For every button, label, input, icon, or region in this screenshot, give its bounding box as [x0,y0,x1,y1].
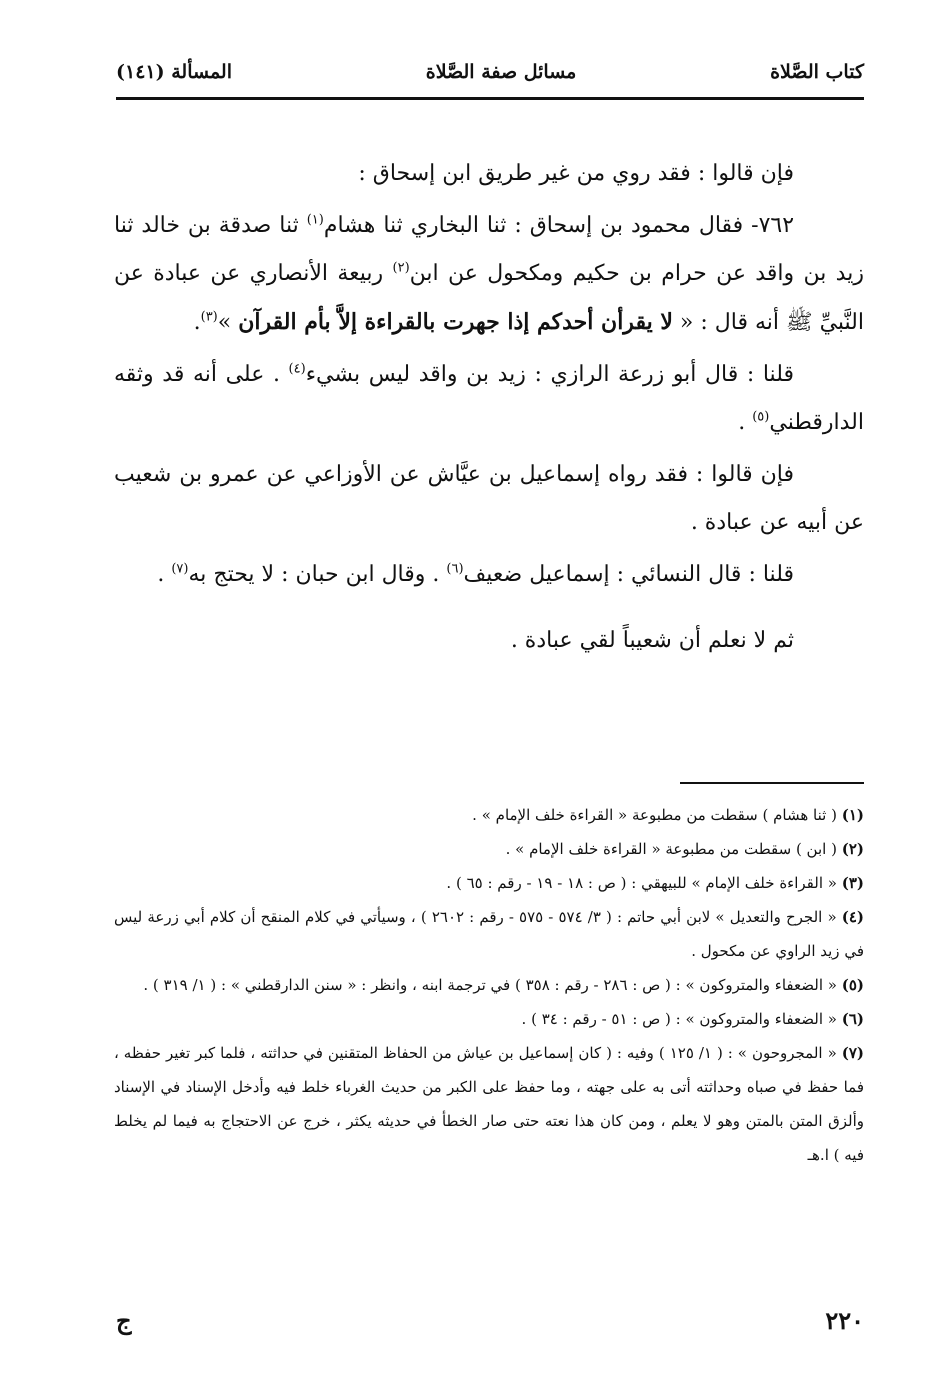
footnote-divider [680,782,864,784]
hadith-quote: لا يقرأن أحدكم إذا جهرت بالقراءة إلاَّ بأم القرآن [238,309,673,335]
page-footer [116,1300,864,1340]
paragraph-hadith-762: ٧٦٢- فقال محمود بن إسحاق : ثنا البخاري ثنا هشام$^{(١)}$ ثنا صدقة بن خالد ثنا زيد بن واقد عن حرام بن حكيم ومكحول عن ابن$^{(٢)}$ ربيعة الأنصاري عن عبادة عن النَّبيِّ ﷺ أنه قال : « لا يقرأن أحدكم إذا جهرت بالقراءة إلاَّ بأم القرآن »$^{(٣)}$. [114,212,864,335]
main-text [114,150,864,669]
paragraph-reply-1: قلنا : قال أبو زرعة الرازي : زيد بن واقد ليس بشيء$^{(٤)}$ . على أنه قد وثقه الدارقطني$^{(٥)}$ . [114,361,864,435]
paragraph-conclusion: ثم لا نعلم أن شعيباً لقي عبادة . [510,628,794,653]
footnote-ref-2[interactable]: (٢) [392,260,410,276]
paragraph-objection-1: فإن قالوا : فقد روي من غير طريق ابن إسحاق : [358,161,794,186]
footnote-ref-1[interactable]: (١) [306,212,324,228]
footnote-ref-4[interactable]: (٤) [288,361,306,377]
footnote-1: (١) ( ثنا هشام ) سقطت من مطبوعة « القراءة خلف الإمام » . [472,806,864,824]
footnote-2: (٢) ( ابن ) سقطت من مطبوعة « القراءة خلف الإمام » . [505,840,864,858]
paragraph-reply-2: قلنا : قال النسائي : إسماعيل ضعيف$^{(٦)}$ . وقال ابن حبان : لا يحتج به$^{(٧)}$ . [157,561,794,587]
footnotes [114,798,864,1172]
header-issue-number: المسألة (١٤١) [116,61,232,83]
footnote-ref-6[interactable]: (٦) [446,561,464,577]
header-chapter-title: مسائل صفة الصَّلاة [425,61,577,83]
footnote-ref-5[interactable]: (٥) [752,409,770,425]
footnote-7: (٧) « المجروحون » : ( ١/ ١٢٥ ) وفيه : ( كان إسماعيل بن عياش من الحفاظ المتقنين في حداثته ، فلما كبر تغير حفظه ، فما حفظ في صباه وحداثته أتى به على جهته ، وما حفظ على الكبر من حديث الغرباء خلط فيه وأدخل الإسناد في الإسناد وألزق المتن بالمتن وهو لا يعلم ، ومن كان هذا نعته حتى صار الخطأ في حديثه يكثر ، خرج عن الاحتجاج به فيما لم يخلط فيه ) ا.هـ [114,1044,864,1164]
footnote-ref-3[interactable]: (٣) [200,309,218,325]
footnote-4: (٤) « الجرح والتعديل » لابن أبي حاتم : ( ٣/ ٥٧٤ - ٥٧٥ - رقم : ٢٦٠٢ ) ، وسيأتي في كلام المنقح أن كلام أبي زرعة ليس في زيد الراوي عن مكحول . [114,908,865,960]
footnote-ref-7[interactable]: (٧) [171,561,189,577]
footnote-5: (٥) « الضعفاء والمتروكون » : ( ص : ٢٨٦ - رقم : ٣٥٨ ) في ترجمة ابنه ، وانظر : « سنن الدارقطني » : ( ١/ ٣١٩ ) . [143,976,864,994]
footnote-3: (٣) « القراءة خلف الإمام » للبيهقي : ( ص : ١٨ - ١٩ - رقم : ٦٥ ) . [446,874,864,892]
running-header [116,52,864,92]
paragraph-objection-2: فإن قالوا : فقد رواه إسماعيل بن عيَّاش عن الأوزاعي عن عمرو بن شعيب عن أبيه عن عبادة . [114,462,864,535]
page-number: ٢٢٠ [825,1305,864,1335]
header-book-title: كتاب الصَّلاة [770,61,864,83]
footnote-6: (٦) « الضعفاء والمتروكون » : ( ص : ٥١ - رقم : ٣٤ ) . [521,1010,864,1028]
header-divider [116,97,864,100]
signature-mark: ج [116,1305,132,1335]
